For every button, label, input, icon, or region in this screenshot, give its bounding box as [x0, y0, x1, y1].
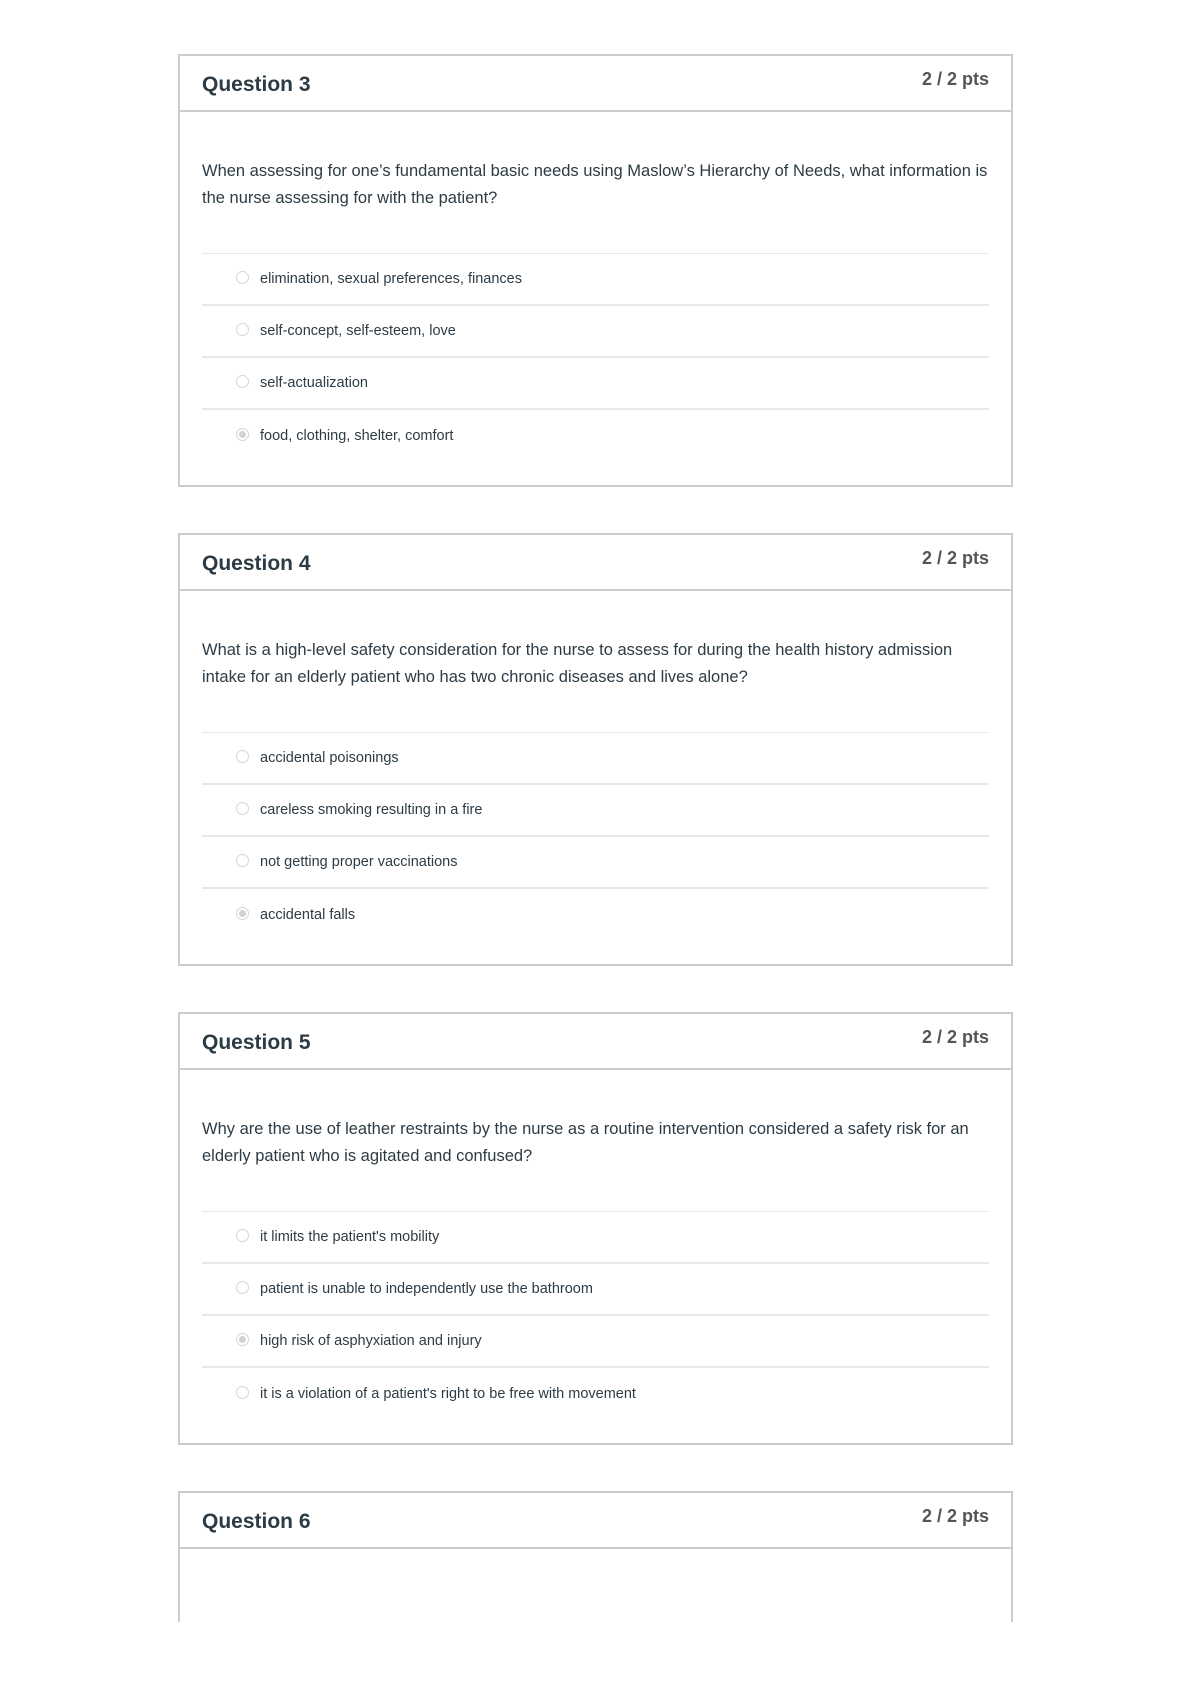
answer-option[interactable] [202, 785, 989, 837]
answer-option[interactable] [202, 306, 989, 358]
question-header [180, 56, 1011, 112]
radio-button-selected-icon[interactable] [236, 1333, 249, 1346]
radio-button-icon[interactable] [236, 854, 249, 867]
question-body [180, 591, 1011, 941]
question-title: Question 4 [202, 552, 311, 575]
radio-button-icon[interactable] [236, 1281, 249, 1294]
question-title: Question 6 [202, 1510, 311, 1533]
question-card-5 [178, 1012, 1013, 1445]
answer-label: patient is unable to independently use the bathroom [260, 1281, 593, 1297]
question-points: 2 / 2 pts [921, 1027, 989, 1047]
answer-label: careless smoking resulting in a fire [260, 802, 483, 818]
answer-label: accidental falls [260, 907, 356, 923]
answer-option[interactable] [202, 1212, 989, 1264]
answer-option[interactable] [202, 358, 989, 410]
answer-list [202, 1211, 989, 1420]
radio-button-icon[interactable] [236, 375, 249, 388]
radio-button-icon[interactable] [236, 802, 249, 815]
question-header [180, 1014, 1011, 1070]
answer-option[interactable] [202, 1368, 989, 1420]
question-text: Why are the use of leather restraints by the nurse as a routine intervention considered a safety risk for an elderly patient who is agitated and confused? [202, 1120, 969, 1165]
answer-list [202, 253, 989, 462]
radio-button-icon[interactable] [236, 271, 249, 284]
answer-label: not getting proper vaccinations [260, 854, 458, 870]
question-text: When assessing for one’s fundamental basic needs using Maslow’s Hierarchy of Needs, what information is the nurse assessing for with the patient? [202, 162, 988, 207]
question-points: 2 / 2 pts [921, 548, 989, 568]
answer-label: it is a violation of a patient's right to be free with movement [260, 1386, 636, 1402]
question-body [180, 1070, 1011, 1420]
radio-button-icon[interactable] [236, 323, 249, 336]
radio-button-selected-icon[interactable] [236, 907, 249, 920]
answer-option-selected[interactable] [202, 889, 989, 941]
answer-option[interactable] [202, 254, 989, 306]
question-title: Question 5 [202, 1031, 311, 1054]
radio-button-icon[interactable] [236, 1386, 249, 1399]
question-text: What is a high-level safety consideration for the nurse to assess for during the health history admission intake for an elderly patient who has two chronic diseases and lives alone? [202, 641, 953, 686]
answer-option[interactable] [202, 733, 989, 785]
radio-button-selected-icon[interactable] [236, 428, 249, 441]
answer-label: self-actualization [260, 375, 368, 391]
answer-label: elimination, sexual preferences, finances [260, 271, 522, 287]
question-title: Question 3 [202, 73, 311, 96]
question-points: 2 / 2 pts [921, 1506, 989, 1526]
question-header [180, 1493, 1011, 1549]
answer-label: food, clothing, shelter, comfort [260, 428, 454, 444]
answer-option[interactable] [202, 837, 989, 889]
question-card-3 [178, 54, 1013, 487]
question-body [180, 112, 1011, 462]
answer-label: it limits the patient's mobility [260, 1229, 440, 1245]
question-card-4 [178, 533, 1013, 966]
answer-list [202, 732, 989, 941]
question-card-6 [178, 1491, 1013, 1622]
radio-button-icon[interactable] [236, 750, 249, 763]
question-header [180, 535, 1011, 591]
answer-label: high risk of asphyxiation and injury [260, 1333, 482, 1349]
question-points: 2 / 2 pts [921, 69, 989, 89]
answer-option-selected[interactable] [202, 1316, 989, 1368]
answer-option[interactable] [202, 1264, 989, 1316]
radio-button-icon[interactable] [236, 1229, 249, 1242]
answer-label: self-concept, self-esteem, love [260, 323, 456, 339]
answer-label: accidental poisonings [260, 750, 399, 766]
answer-option-selected[interactable] [202, 410, 989, 462]
